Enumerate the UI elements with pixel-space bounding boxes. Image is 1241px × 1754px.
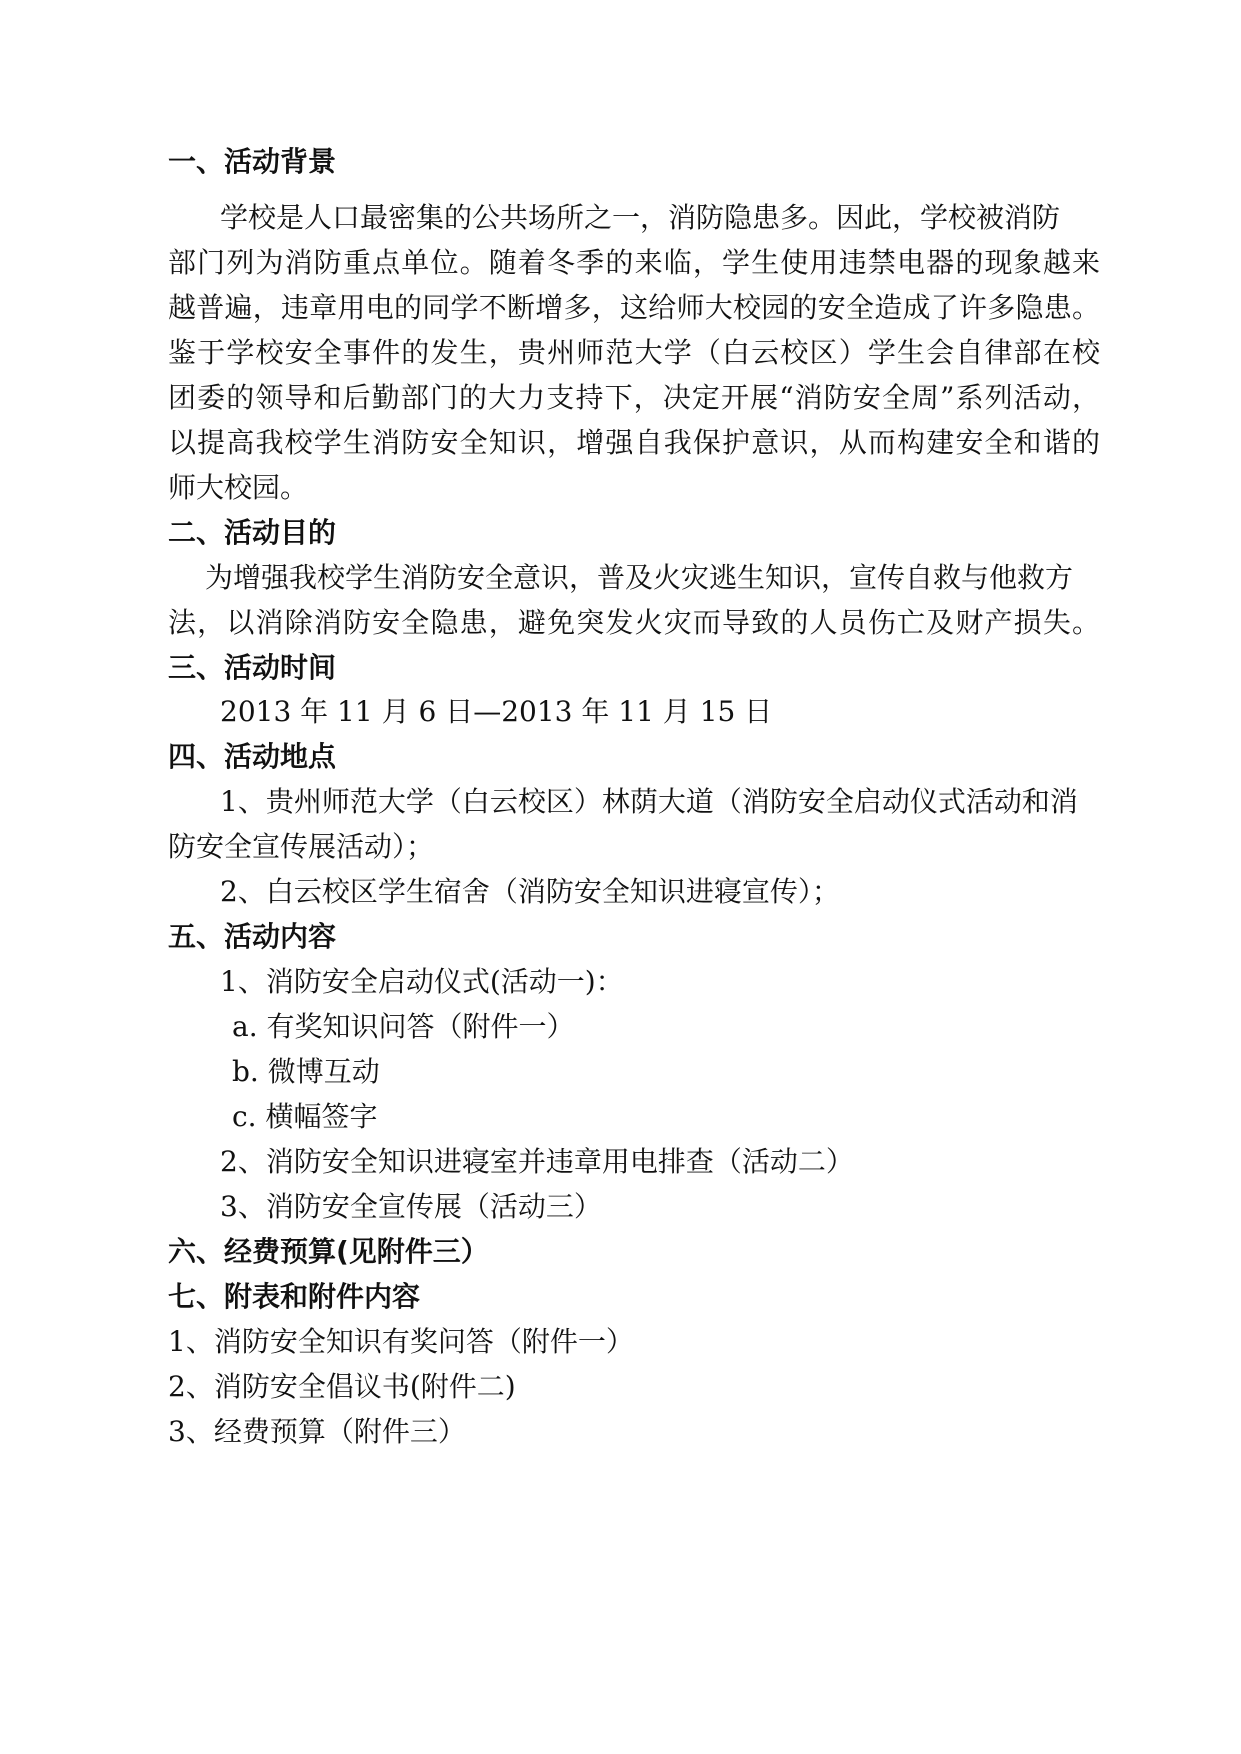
heading-background: 一、活动背景 (168, 145, 337, 178)
heading-budget: 六、经费预算(见附件三） (168, 1235, 489, 1268)
content-subitem: a. 有奖知识问答（附件一） (232, 1010, 575, 1043)
paragraph-line: 部门列为消防重点单位。随着冬季的来临，学生使用违禁电器的现象越来 (168, 246, 1100, 279)
attachment-item: 2、消防安全倡议书(附件二) (168, 1370, 516, 1403)
paragraph-line: 越普遍，违章用电的同学不断增多，这给师大校园的安全造成了许多隐患。 (168, 291, 1100, 324)
content-item: 1、消防安全启动仪式(活动一)： (220, 965, 624, 998)
paragraph-line: 团委的领导和后勤部门的大力支持下，决定开展“消防安全周”系列活动， (168, 381, 1100, 414)
content-item: 2、消防安全知识进寝室并违章用电排查（活动二） (220, 1145, 854, 1178)
heading-attachments: 七、附表和附件内容 (168, 1280, 421, 1313)
location-item: 2、白云校区学生宿舍（消防安全知识进寝宣传）； (220, 875, 840, 908)
content-item: 3、消防安全宣传展（活动三） (220, 1190, 602, 1223)
paragraph-line: 鉴于学校安全事件的发生，贵州师范大学（白云校区）学生会自律部在校 (168, 336, 1100, 369)
heading-content: 五、活动内容 (168, 920, 337, 953)
paragraph-line: 为增强我校学生消防安全意识，普及火灾逃生知识，宣传自救与他救方 (205, 561, 1074, 594)
heading-purpose: 二、活动目的 (168, 516, 337, 549)
heading-time: 三、活动时间 (168, 651, 337, 684)
paragraph-line: 以提高我校学生消防安全知识，增强自我保护意识，从而构建安全和谐的 (168, 426, 1100, 459)
paragraph-line: 法，以消除消防安全隐患，避免突发火灾而导致的人员伤亡及财产损失。 (168, 606, 1100, 639)
activity-dates: 2013 年 11 月 6 日—2013 年 11 月 15 日 (220, 695, 773, 728)
attachment-item: 3、经费预算（附件三） (168, 1415, 466, 1448)
paragraph-line: 师大校园。 (168, 471, 309, 504)
content-subitem: c. 横幅签字 (232, 1100, 378, 1133)
location-item-continued: 防安全宣传展活动）； (168, 830, 435, 863)
content-subitem: b. 微博互动 (232, 1055, 380, 1088)
location-item: 1、贵州师范大学（白云校区）林荫大道（消防安全启动仪式活动和消 (220, 785, 1078, 818)
heading-location: 四、活动地点 (168, 740, 337, 773)
attachment-item: 1、消防安全知识有奖问答（附件一） (168, 1325, 634, 1358)
paragraph-line: 学校是人口最密集的公共场所之一，消防隐患多。因此，学校被消防 (220, 201, 1061, 234)
